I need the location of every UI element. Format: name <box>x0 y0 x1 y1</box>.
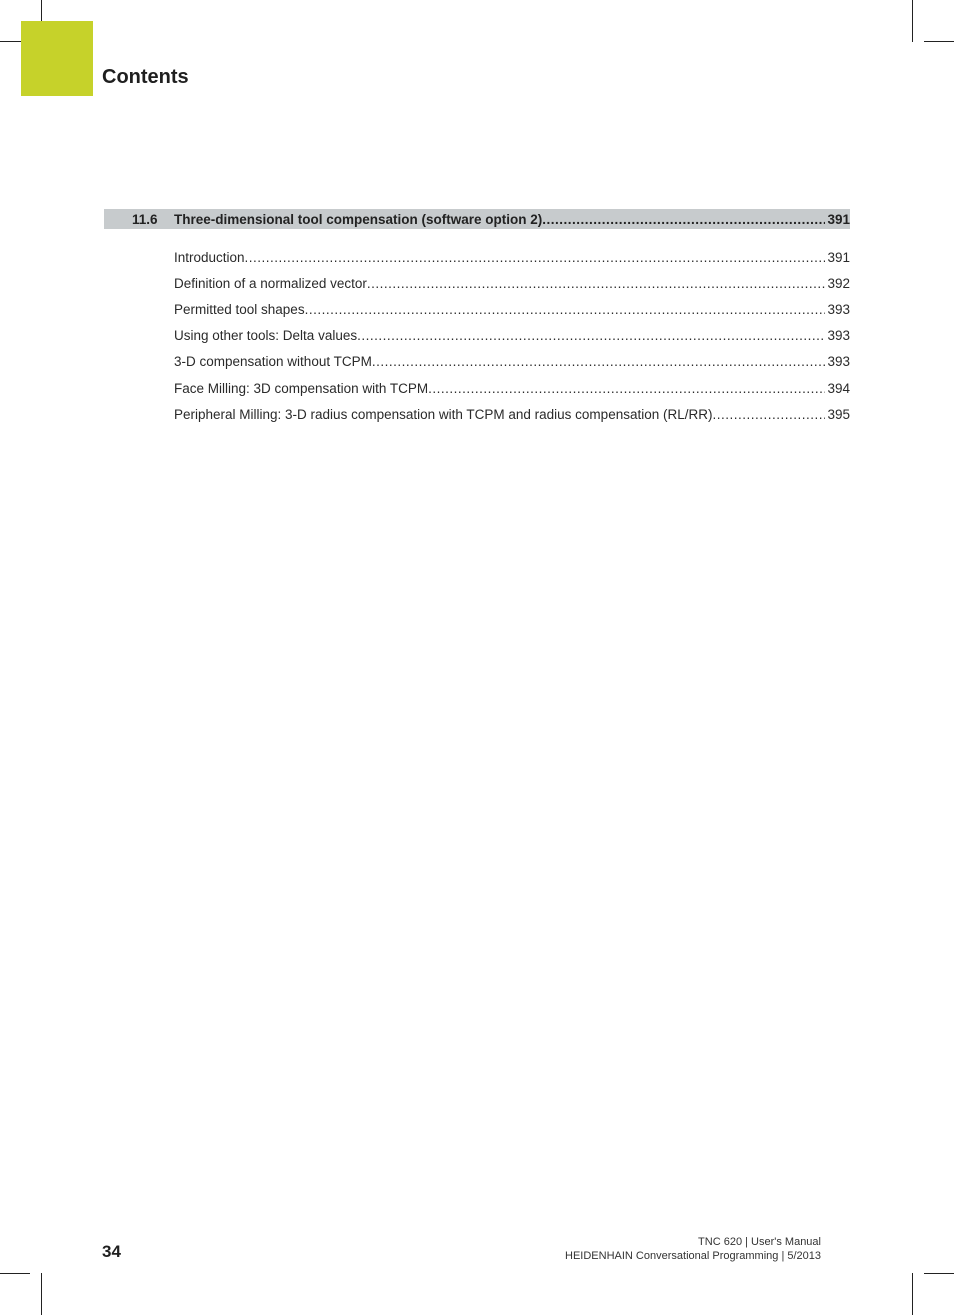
dot-leader <box>305 302 826 317</box>
crop-mark <box>924 41 954 42</box>
dot-leader <box>712 407 825 422</box>
toc-entry-label: Permitted tool shapes <box>174 301 305 317</box>
dot-leader <box>245 250 826 265</box>
toc-entry-list <box>174 244 850 427</box>
toc-entry[interactable] <box>174 296 850 322</box>
dot-leader <box>357 328 825 343</box>
footer-info <box>565 1235 821 1263</box>
dot-leader <box>428 381 825 396</box>
toc-entry-label: Face Milling: 3D compensation with TCPM <box>174 380 429 396</box>
section-title: Three-dimensional tool compensation (software option 2) <box>174 211 543 227</box>
chapter-color-tab <box>21 21 93 96</box>
toc-entry[interactable] <box>174 401 850 427</box>
toc-entry[interactable] <box>174 323 850 349</box>
toc-entry[interactable] <box>174 244 850 270</box>
crop-mark <box>912 0 913 42</box>
section-page: 391 <box>827 211 850 227</box>
toc-entry[interactable] <box>174 270 850 296</box>
toc-entry-page: 391 <box>827 249 850 265</box>
toc-entry-label: Definition of a normalized vector <box>174 275 367 291</box>
toc-entry[interactable] <box>174 349 850 375</box>
toc-entry-page: 395 <box>827 406 850 422</box>
toc-entry-label: Using other tools: Delta values <box>174 328 358 344</box>
crop-mark <box>912 1273 913 1315</box>
toc-entry-label: Peripheral Milling: 3-D radius compensation with TCPM and radius compensation (RL/RR) <box>174 406 713 422</box>
toc-entry-label: 3-D compensation without TCPM <box>174 354 372 370</box>
dot-leader <box>542 212 825 227</box>
dot-leader <box>367 276 826 291</box>
crop-mark <box>0 1273 30 1274</box>
section-line <box>174 212 850 227</box>
dot-leader <box>372 354 826 369</box>
toc-entry-page: 393 <box>827 328 850 344</box>
toc-entry-page: 393 <box>827 301 850 317</box>
toc-entry-page: 394 <box>827 380 850 396</box>
toc-entry-page: 393 <box>827 354 850 370</box>
toc-entry-page: 392 <box>827 275 850 291</box>
footer-page-number: 34 <box>102 1242 121 1261</box>
footer-manual-title: TNC 620 | User's Manual <box>698 1236 821 1248</box>
crop-mark <box>41 1273 42 1315</box>
section-number: 11.6 <box>132 211 158 227</box>
page-title: Contents <box>102 66 189 88</box>
toc-entry-label: Introduction <box>174 249 245 265</box>
toc-entry[interactable] <box>174 375 850 401</box>
toc-section-heading[interactable] <box>104 209 850 229</box>
footer-manual-subtitle: HEIDENHAIN Conversational Programming | 5/2013 <box>565 1250 821 1262</box>
crop-mark <box>924 1273 954 1274</box>
